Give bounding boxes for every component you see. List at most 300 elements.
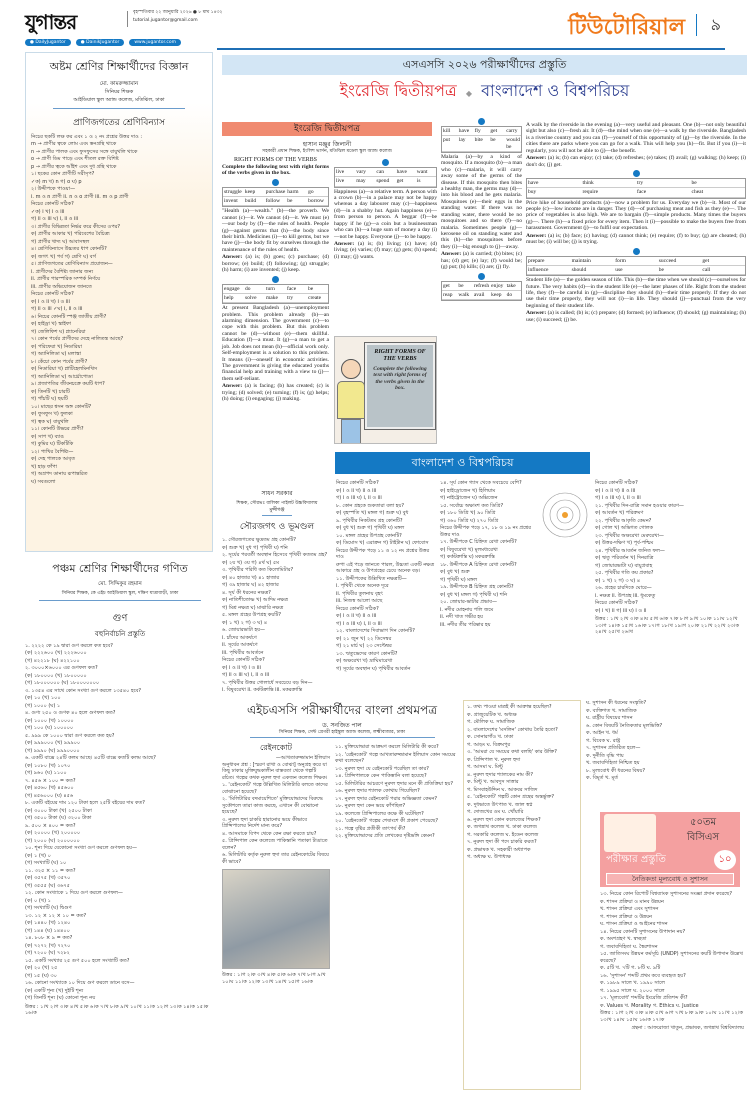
number-badge (633, 248, 640, 255)
verb-cell: spend (375, 177, 395, 186)
verb-cell: enjoy (490, 282, 505, 291)
verb-cell: refresh (473, 282, 490, 291)
masthead (25, 8, 725, 48)
question-line: ৯. পৃথিবীর নিকটতম গ্রহ কোনটি? (336, 517, 403, 524)
question-line: গ. বিবেক ঘ. রাষ্ট্র (586, 737, 621, 744)
verb-cell: be (691, 179, 746, 188)
question-line: নিচের কোনটি সঠিক? (31, 201, 74, 208)
question-line: ক. প্রিন্সিপাল খ. নুরুল হুদা (467, 756, 521, 763)
credit-line: গ্রন্থনা : আফরোজা খাতুন, প্রভাষক, জগন্নাথ বিশ্ববিদ্যালয় (631, 1025, 744, 1031)
author-name: ড. সনজিত পাল (322, 722, 362, 729)
question-line: ৫. প্রিন্সিপাল কেন কলেজে পাকিস্তানি পতাকা টাঙাতে বলেন? (222, 838, 328, 851)
answer-label: Answer: (222, 383, 243, 390)
passage: "Health (a)—wealth." (b)—the proverb. We cannot (c)—it. We cannot (d)—it. We must (e)—our body by (f)—the rules of health. People (g)—against germs that (h)—the body since their birth. Medicines (i)—to kill germs, but we have (j)—the body fit by ourselves through the maintenance of the rules of health. (222, 208, 329, 253)
question-line: ২. 'মিলিটারির বদমায়েশিতে' মুক্তিযোদ্ধাদের বিরুদ্ধে সুকৌশলে তারা কাজ করছে, এখানে কী বোঝানো হয়েছে? (222, 796, 323, 815)
question-line: ক) ঋতু পরিবর্তন খ) দিনরাত্রি (595, 555, 654, 561)
question-line: ৬। নিচের কোনটি স্পঞ্জ জাতীয় প্রাণী? (31, 313, 107, 320)
question-line: ক. মিন্টু খ. আবদুস সাত্তার (467, 779, 519, 785)
verb-cell: face (636, 188, 691, 197)
question-line: ক) বুধ খ) শুক্র গ) পৃথিবী ঘ) মঙ্গল (336, 525, 405, 531)
question-line: (ক) ৪৫৬০ (খ) ৪৫৬০০ (25, 785, 74, 792)
answer: (a) is; (b) living; (c) have; (d) living; (e) varies; (f) may; (g) gets; (h) spend; (i) may; (j) wants. (334, 241, 437, 260)
question-line: গ) অ্যানিলিডা ঘ) মলাস্কা (31, 351, 81, 358)
verb-cell: create (307, 294, 328, 303)
verb-cell: think (582, 179, 637, 188)
question-line: (ক) ২০০০০ (খ) ২০০০০০ (25, 830, 81, 837)
english-col-3 (441, 116, 522, 302)
english-author: হাসান মঞ্জুর জিলানী (302, 141, 352, 148)
verb-cell: reap (442, 291, 457, 300)
question-line: ৬. কোন বিষয়টি নৈতিকতার মূলভিত্তি? (586, 722, 663, 729)
question-line: ক) শুক্র খ) বুধ গ) পৃথিবী ঘ) শনি (222, 544, 288, 551)
question-line: iii. পৃথিবীর আবর্তনে (222, 649, 264, 656)
verb-cell: have (458, 127, 474, 136)
question-line: ৯. ৫০০ × ৪০০ = কত? (25, 822, 76, 829)
bgs-col-4 (595, 480, 745, 636)
verb-cell: put (442, 136, 458, 152)
verb-cell: do (506, 291, 521, 300)
verb-cell: be (489, 136, 505, 152)
verb-cell: face (286, 285, 307, 294)
question-line: গ) অ্যানিলিডা ঘ) আর্থ্রোপোডা (31, 373, 93, 380)
question-line: ৭। কোন পর্বের প্রাণীদের দেহে নালিতন্ত্র আছে? (31, 336, 124, 343)
science-title: অষ্টম শ্রেণির শিক্ষার্থীদের বিজ্ঞান (49, 60, 189, 73)
question-line: গ. শাসন প্রক্রিয়া ও উন্নয়ন (600, 913, 653, 920)
author-name: মো. সিদ্দিকুর রহমান (98, 580, 142, 587)
question-line: ক) অক্ষরেখা খ) দ্রাঘিমারেখা (336, 658, 393, 664)
verb-cell: form (614, 257, 658, 266)
verb-cell: try (636, 179, 691, 188)
question-line: ক) তিনটি খ) চারটি (31, 388, 70, 395)
question-line: ১৭. উদ্দীপকে C চিহ্নিত রেখা কোনটি? (440, 539, 517, 545)
question-line-list (25, 845, 215, 1002)
verb-cell: may (355, 177, 375, 186)
question-line: ১০। মাছের শ্বসন অঙ্গ কোনটি? (31, 403, 92, 410)
question-line: ক) ১ খ) ২ গ) ৩ ঘ) ৪ (222, 619, 268, 626)
question-line: গ) i ও iii ঘ) i, ii ও iii (595, 495, 641, 501)
passage: Student life (a)— the golden season of life. This (b)—the time when we should (c)—ourselves for future. The very habits (d)—in the student life (e)—the later phases of life. Right from the student life, they (f)—be careful in (g)—discipline they should (h)—their time properly. If they do not use their time properly, they will not (i)—in life. They should (j)—punctual from the very beginning of their student life. (526, 277, 746, 309)
question-line: ক) নিডারিয়া খ) প্লাটিহেলমিনথিস (31, 366, 98, 373)
verb-cell: make (265, 294, 286, 303)
question-line: গ) সূর্যের অবস্থান ঘ) পৃথিবীর আবর্তন (336, 665, 411, 672)
question-line: i. চাঁদের আকর্ষণে (222, 634, 257, 641)
question-line: খ) হাড় ফাঁপা (31, 463, 58, 470)
question-line: ক) ফুসফুস খ) ফুলকা (31, 411, 73, 418)
verb-cell: get (489, 127, 505, 136)
question-line: গ. জবাবদিহিতা ঘ. স্বৈরশাসন (600, 943, 658, 950)
question-line: ঘ. শাসন প্রক্রিয়া ও আইনের শাসন (600, 921, 668, 927)
question-line: ii. সূর্যের আকর্ষণে (222, 642, 258, 648)
question-line: ১৫. সর্বোচ্চ অক্ষাংশ কত ডিগ্রি? (440, 502, 504, 509)
verb-cell: harm (286, 188, 307, 197)
science-section (25, 52, 213, 552)
bcs-promo-box (600, 812, 740, 887)
question-line: ৪। শ্রেণিবিন্যাসে উচ্চতর ধাপ কোনটি? (31, 246, 107, 253)
question-line: (গ) ৪৫৬০০০ (ঘ) ৪৫৬ (25, 792, 74, 799)
question-line: ২০. জোয়ার-ভাটার প্রভাব— (440, 599, 497, 605)
question-line: i. পৃথিবী থেকে অনেক দূরে (336, 583, 389, 589)
question-line: ক) বুধ খ) মঙ্গল গ) পৃথিবী ঘ) শনি (440, 591, 508, 598)
question-line: ক) i ও ii খ) i ও iii (222, 664, 261, 671)
verb-cell: require (582, 188, 637, 197)
question-line: ৭. নুরুল হুদা কী পদে চাকরি করত? (467, 839, 537, 845)
verb-cell: do (244, 285, 265, 294)
question-line: ১৭. নুরুল হুদার রেইনকোট পরার অভিজ্ঞতা কেমন? (335, 795, 437, 802)
story-writer: —আখতারুজ্জামান ইলিয়াস (275, 755, 330, 761)
ssc-subject-titles (222, 78, 747, 105)
question-line: ক) নাতিশীতোষ্ণ খ) আদিম নক্ষত্র (222, 597, 288, 603)
verb-cell: go (307, 188, 328, 197)
question-line: ১৪. প্রিন্সিপালকে কেন পাকিস্তানি বলা হয়েছে? (335, 773, 427, 779)
question-line-list (336, 480, 436, 673)
question-line: গ) i ও iii ঘ) i, ii ও iii (336, 495, 382, 501)
question-line: খ. জবাবদিহিতা নিশ্চিত হয় (586, 760, 640, 766)
question-line: ১. সৌরজগতের ক্ষুদ্রতম গ্রহ কোনটি? (222, 537, 297, 543)
question-line: i. প্রাণীদের বৈশিষ্ট্য জানার জন্য (31, 268, 94, 275)
question-line: ঘ. সুশাসন কী ধরনের সংস্কৃতি? (586, 700, 647, 706)
verb-cell: be (658, 266, 702, 275)
verb-cell: can (375, 168, 395, 177)
question-line: (গ) ৩৫৫৫ (ঘ) ৩৬৭৫ (25, 882, 70, 889)
question-line: ক) গোল খ) অভিগত গোলক (595, 525, 654, 531)
hsc-title: এইচএসসি পরীক্ষার্থীদের বাংলা প্রথমপত্র (246, 703, 438, 717)
question-line: ক) জগৎ খ) পর্ব গ) শ্রেণি ঘ) বর্গ (31, 253, 96, 260)
answer: (a) is called; (b) is; (c) prepare; (d) formed; (e) influence; (f) should; (g) maintaining; (h) use; (i) succeed; (j) be. (526, 310, 746, 323)
verb-cell: should (571, 266, 615, 275)
verb-cell: solve (244, 294, 265, 303)
ssc-banner: এসএসসি ২০২৬ পরীক্ষার্থীদের প্রস্তুতি (222, 55, 747, 75)
teacher-cartoon (334, 336, 437, 444)
verb-cell: kill (442, 127, 458, 136)
answer: (a) is; (b) can enjoy; (c) take; (d) refreshes; (e) takes; (f) avail; (g) walking; (h) keep; (i) don't do; (j) get. (526, 155, 746, 168)
question-line: (গ) ১৫ (ঘ) ৩০ (25, 972, 57, 979)
question-line: ১১. মুক্তিযোদ্ধারা আক্রমণ করলে মিলিটারি কী করে? (335, 744, 439, 750)
question-line: (ক) ১৮০০০০ (খ) ১৮০০০০০ (25, 672, 87, 679)
question-line: ১৫. জাতিসংঘ উন্নয়ন কর্মসূচি (UNDP) সুশাসনের কয়টি উপাদান উল্লেখ করেছে? (600, 951, 743, 964)
question-line-list (463, 700, 581, 1090)
question-line: ঘ) সবগুলো (31, 478, 56, 485)
question-line: ২। উদ্দীপকে পাওয়া— (31, 186, 76, 193)
question-line: ক) ২১ জুন খ) ২২ ডিসেম্বর (336, 635, 392, 642)
verb-cell-list (441, 281, 522, 302)
verb-cell: vary (355, 168, 375, 177)
question-line: নিচের কোনটি সঠিক? (595, 480, 638, 486)
question-line: (ক) ৩০০০ টাকা (খ) ২৫০০ টাকা (25, 807, 92, 814)
verb-cell: try (286, 294, 307, 303)
question-line: ৬. একটি বাক্সে ২৪টি কলম আছে। ৪৫টি বাক্সে কতটি কলম আছে? (25, 755, 156, 762)
verb-cell: call (701, 266, 745, 275)
question-line: গ) ii ও iii ✓ঘ) i, ii ও iii (31, 306, 83, 313)
facebook-link[interactable]: ● DailyJugantor (25, 39, 71, 46)
question-line: ১. তথ্য পাওয়া মাত্রই কী আক্রান্ত হয়েছিল? (467, 704, 552, 710)
diamond-separator-icon: ◆ (465, 89, 473, 98)
social-handle: DainikJugantor (86, 40, 120, 45)
question-line: গ) i ও iii ঘ) i, ii ও iii (336, 620, 382, 627)
question-line: ক) ১৮০ ডিগ্রি খ) ৯০ ডিগ্রি (440, 510, 496, 516)
question-line: ৭. পৃথিবীর উত্তর গোলার্ধে সবচেয়ে বড় দিন— (222, 679, 313, 686)
question-line: ৪. আসমাকে বিপদ থেকে কেন রক্ষা করতে চায়? (222, 830, 317, 837)
question-line: (গ) ১৮০০০০০০ (ঘ) ১৮০০০০০০০ (25, 680, 100, 687)
question-line: ২১. গল্পে বৃষ্টির প্রতীকী তাৎপর্য কী? (335, 825, 406, 832)
question-line: (গ) তিনটি শূন্য (ঘ) কোনো শূন্য নয় (25, 995, 96, 1002)
question-line: ১. ২২২২ কে ১৯ দ্বারা গুণ করলে কত হবে? (25, 642, 113, 649)
verb-cell: prepare (527, 257, 571, 266)
verb-cell: cheat (691, 188, 746, 197)
question-line: ১৩. নিচের কোন রিপোর্ট বিশ্বব্যাংক সুশাসনের সংজ্ঞা প্রদান করেছে? (600, 891, 732, 897)
number-badge (382, 159, 389, 166)
question-line: গ) কর্কটক্রান্তি ঘ) মকরক্রান্তি (440, 554, 495, 560)
question-line: ২৪. পৃথিবীর আবর্তন জনিত ফল— (595, 547, 665, 554)
question-line: ১০. মঙ্গল গ্রহের উপগ্রহ কোনটি? (336, 532, 402, 539)
hsc-answer: উত্তর : ১।গ ২।ক ৩।খ ৪।ক ৫।ক ৬।ক ৭।খ ৮।গ ৯।খ ১০।ঘ ১১।ক ১২।ক ১৩।খ ১৪।খ ১৫।গ ১৬।ক (222, 972, 326, 985)
question-line: ৯। প্রজাপতির জীবনচক্রে কয়টি ধাপ? (31, 381, 105, 388)
question-line: ৭. সুশাসন প্রতিষ্ঠিত হলে— (586, 745, 641, 751)
question-line: গ) জোয়ারভাটা ঘ) বায়ুপ্রবাহ (595, 562, 653, 569)
question-line: ক) ৪০ হাজার খ) ৪১ হাজার (222, 574, 280, 581)
passage: Price hike of household products (a)—now a problem for us. Everyday we (b)—it. Most of our people (c)—low income are in danger. They (d)—of purchasing meat and fish as they (e)—. The price of vegetables is also high. We are to bargain (f)—simple products. Many times the buyers (g)—. There (h)—a fixed price for every item. Then it (i)—possible to make the buyers free from harassment. Government (j)—to fulfil our expectation. (526, 199, 746, 232)
question-line: ১২. কোন সংখ্যাকে ১ দিয়ে গুণ করলে গুণফল— (25, 890, 123, 897)
question-line: ক) প্রাণীর আকার খ) পরিবেশের বৈচিত্র্য (31, 231, 110, 238)
question-line: গ) অগ্রপদ ডানায় রূপান্তরিত (31, 471, 88, 478)
question-line: খ. শাসন প্রক্রিয়া এবং সুশাসন (600, 906, 659, 912)
question-line: নিচের কোনটি সঠিক? (31, 291, 74, 298)
question-line: (গ) ৩৫০০ টাকা (ঘ) ৩২০০ টাকা (25, 815, 92, 822)
question-line: ২০. 'রেইনকোট' গল্পের শেষাংশে কী প্রকাশ পেয়েছে? (335, 818, 438, 824)
question-line: ২৫. পৃথিবীর গতি কয় প্রকার? (595, 570, 654, 576)
question-line: ক. সোনারগাঁও খ. ঢাকা (467, 734, 514, 740)
question-line: ✓ক) m খ) n গ) o ঘ) p (31, 178, 82, 185)
exercise-topic: RIGHT FORMS OF THE VERBS (233, 157, 318, 163)
question-line: ১১. ৩২৫ × ১১ = কত? (25, 867, 76, 874)
question-line: (ক) ৭২৭২ (খ) ৭২৭০ (25, 942, 71, 949)
verb-cell-list (526, 178, 746, 199)
question-line: ২. ৩০০০×৬০০০ এর গুণফল কত? (25, 665, 98, 672)
question-line-list (31, 134, 207, 486)
bgs-topic: সৌরজগৎ ও ভূমণ্ডল (239, 522, 315, 532)
question-line: (ক) একটি শূন্য (খ) দুইটি শূন্য (25, 987, 84, 994)
verb-cell-list (334, 167, 437, 188)
question-line: ২৬. গ্রহের চারদিকে ঘোরে— (595, 585, 652, 591)
verb-cell: struggle (223, 188, 244, 197)
question-line: ক. ১৯৮৯ সালে খ. ১৯৯০ সালে (600, 980, 665, 986)
question-line: ২২. পৃথিবীর আকৃতি কেমন? (595, 517, 652, 524)
exercise-instruction: Complete the following text with right forms of the verbs given in the box. (222, 163, 329, 177)
question-line: ৫. ৯৯৯ কে ১০০০ দ্বারা গুণ করলে কত হয়? (25, 732, 115, 739)
question-line: নিচের উদ্দীপক পড়ে ১১ ও ১২ নং প্রশ্নের উত্তর দাও (336, 547, 430, 560)
question-line: ১৩. ঋতুভেদের কারণ কোনটি? (336, 650, 398, 657)
question-line: গ. আসমা ঘ. মিন্টু (467, 764, 503, 770)
question-line: ৮. একটি বইয়ের দাম ১২০ টাকা হলে ২৫টি বইয়ের দাম কত? (25, 800, 145, 807)
question-line: গ. সরকারি কলেজ ঘ. ইডেন কলেজ (467, 831, 539, 838)
question-line: ✓ক) i খ) i ও iii (31, 208, 65, 215)
question-line-list (595, 480, 745, 614)
question-line: ৩. ১৩৫৪ এর সাথে কোন সংখ্যা গুণ করলে ১৩৫৪০ হবে? (25, 687, 142, 694)
section-title: টিউটোরিয়াল (568, 15, 685, 40)
bcs-name: বিসিএস (686, 832, 720, 843)
question-line: ১৯. কলেজে প্রিন্সিপালের কক্ষে কী ঘটেছিল? (335, 810, 424, 817)
question-line: ii. নদী খাত গভীর হয় (440, 614, 484, 620)
answer-label: Answer: (526, 232, 547, 239)
bgs-title: বাংলাদেশ ও বিশ্বপরিচয় (481, 81, 630, 100)
question-line: ক) হাইড্রোজেন খ) হিলিয়াম (440, 487, 496, 494)
question-line: ১। ছকের কোন প্রাণীটি সরীসৃপ? (31, 171, 95, 178)
question-line: ক. Values খ. Morality গ. Ethics ঘ. Justice (600, 1002, 699, 1009)
verb-cell: turn (265, 285, 286, 294)
question-line: ১৮. উদ্দীপকে A চিহ্নিত রেখা কোনটি? (440, 561, 517, 568)
verb-cell: live (335, 177, 355, 186)
page-number: ৯ (710, 15, 721, 34)
answer-label: Answer: (526, 310, 547, 317)
verb-cell: carry (505, 127, 521, 136)
question-line: গ) ত্বক ঘ) বায়ুথলি (31, 418, 69, 425)
question-line: ক) বুধ খ) শুক্র (440, 569, 470, 575)
author-designation: সিনিয়র শিক্ষক, সেন্ট গ্রেগরী হাইস্কুল অ্যান্ড কলেজ, লক্ষ্মীবাজার, ঢাকা (278, 730, 406, 735)
question-line: ১৪. সূর্য কোন গ্যাস থেকে সবচেয়ে বেশি? (440, 480, 522, 486)
question-line-list (335, 744, 457, 841)
facebook-page-link[interactable]: ● DainikJugantor (76, 39, 125, 46)
author-designation: সিনিয়র শিক্ষক, কে এইচ আইডিয়াল স্কুল, দক্ষিণ যাত্রাবাড়ী, ঢাকা (61, 590, 179, 596)
verb-cell-list (222, 187, 329, 208)
english-col-1 (222, 157, 329, 404)
question-line: ১৯. উদ্দীপকে B চিহ্নিত গ্রহ কোনটি? (440, 584, 514, 590)
verb-cell: bite (474, 136, 490, 152)
question-line-list (586, 700, 744, 783)
verb-cell: use (614, 266, 658, 275)
question-line: (গ) ২০০০ (ঘ) ২০০০০০০ (25, 837, 80, 844)
verb-cell: keep (244, 188, 265, 197)
question-line: ১৩. নুরুল হুদা যে রেইনকোট পরেছিল তা কার? (335, 765, 429, 772)
verb-cell-list (441, 126, 522, 153)
verb-cell: walk (457, 291, 472, 300)
verb-cell: have (527, 179, 582, 188)
english-heading: ইংরেজি দ্বিতীয়পত্র (222, 122, 432, 136)
question-line: গ) পাঁচটি ঘ) ছয়টি (31, 396, 68, 403)
author-school: আইডিয়াল স্কুল অ্যান্ড কলেজ, মতিঝিল, ঢাকা (73, 96, 165, 103)
author-designation: সিনিয়র শিক্ষক (104, 88, 134, 95)
bcs-questions (600, 891, 744, 1032)
question-line: (গ) সংখ্যাটি (ঘ) দ্বিগুণ (25, 905, 72, 912)
social-links (25, 39, 181, 46)
question-line: ক) ১ খ) ২ গ) ৩ ঘ) ৪ (595, 577, 641, 584)
question-line: ৮। কেঁচো কোন পর্বের প্রাণী? (31, 358, 88, 365)
passage: Happiness (a)—a relative term. A person with a crown (b)—in a palace may not be happy whereas a day labourer may (c)—happiness (d)—in a shabby hut. Again happiness (e)—from person to person. A beggar (f)—be happy if he (g)—a coin but a businessman who can (h)—a huge sum of money a day (i)—not be happy. Everyone (j)—to be happy. (334, 188, 437, 240)
verb-cell: avail (473, 291, 490, 300)
number-badge (272, 276, 279, 283)
student-writing-illustration (604, 814, 656, 852)
solar-system-diagram (540, 480, 590, 550)
question-line: ১৮. নুরুল হুদা কেন ভয়ে কাঁপছিল? (335, 803, 406, 809)
question-line: নিচের কোনটি সঠিক? (336, 480, 379, 486)
question-line: গ) পৃথিবী ঘ) মঙ্গল (440, 576, 478, 583)
question-line: ১৫. একটি সংখ্যার ২৫ গুণ ৫০০ হলে সংখ্যাটি কত? (25, 957, 130, 964)
question-line: গ) ৩৯ হাজার ঘ) ৪২ হাজার (222, 582, 279, 588)
question-line: ক) i ও ii খ) i ও iii (31, 298, 70, 305)
newspaper-logo: যুগান্তর (25, 10, 77, 34)
question-line: o → প্রাণী ডিম পাড়ে এবং শীতল রক্ত বিশিষ্ট (31, 156, 119, 163)
verb-cell: maintain (571, 257, 615, 266)
question-line: ১২। পাখির বৈশিষ্ট্য— (31, 448, 74, 455)
english-col-2 (334, 157, 437, 261)
question-line: ক) সাপ খ) ব্যাঙ (31, 433, 64, 440)
verb-cell: keep (490, 291, 505, 300)
question-line: ক. প্রভাষক খ. সহকারী অধ্যাপক (467, 846, 531, 853)
question-line: ক) হাইড্রা খ) স্কাইফা (31, 321, 72, 328)
question-line: ঘ. রাষ্ট্রীয় বিষয়ের শাসন (586, 715, 633, 721)
question-line: ৮. কোন গ্রহকে শুকতারা বলা হয়? (336, 502, 405, 509)
question-line: ১৬. নুরুল হুদার শ্যালক কোথায় গিয়েছিল? (335, 788, 420, 794)
question-line: ২৩. পৃথিবীর অক্ষরেখা মেরুরেখা— (595, 532, 664, 539)
question-line: ক. দুর্নীতি বৃদ্ধি পায় (586, 752, 624, 759)
verb-cell: take (506, 282, 521, 291)
number-badge (272, 179, 279, 186)
question-line: ক) উত্তর-দক্ষিণ খ) পূর্ব-পশ্চিম (595, 540, 654, 546)
question-line: গ) ii ও iii ঘ) i, ii ও iii (222, 672, 270, 678)
verb-cell: want (416, 168, 436, 177)
question-line: ১১. উদ্দীপকের উল্লিখিত নক্ষত্রটি— (336, 575, 407, 582)
question-line: (ক) ১০৮০ (খ) ১০৭০ (25, 762, 71, 769)
question-line: ২. সূর্যের পরবর্তী অবস্থান হিসেবে পৃথিবী কততম গ্রহ? (222, 552, 328, 558)
question-line: ৩. নুরুল হুদা চাকরি হারানোর ভয়ে কীভাবে প্রিন্সিপালের নির্দেশ মান্য করে? (222, 816, 308, 829)
question-line: ক) i খ) ii গ) iii ঘ) i ও ii (595, 607, 647, 614)
question-line: ক) i ও ii খ) ii ও iii (336, 613, 377, 619)
english-col-4 (526, 122, 746, 324)
question-line: ক) i ও ii খ) ii ও iii (595, 487, 636, 494)
question-line: (গ) ১০০ (ঘ) ১০০০০০ (25, 725, 74, 732)
question-line: ক) ২য় খ) ৩য় গ) ৪র্থ ঘ) ৫ম (222, 559, 279, 566)
question-line: (ক) ১০ (খ) ১০০ (25, 695, 61, 702)
question-line: ক. ব্যক্তিগত খ. সামাজিক (586, 707, 637, 714)
teacher-figure (341, 359, 361, 379)
verb-cell: be (307, 285, 328, 294)
answer-label: Answer: (441, 251, 462, 258)
question-line: গ) ২১ মার্চ ঘ) ২৩ সেপ্টেম্বর (336, 643, 392, 649)
question-line: ২. বাংলাদেশের 'মসলিন' কোথায় তৈরি হতো? (467, 726, 558, 733)
question-line: (ক) ৯৯৯০০০ (খ) ৯৯৯০০ (25, 740, 81, 747)
verb-cell: have (396, 168, 416, 177)
question-line: নিচের কোনটি সঠিক? (595, 600, 638, 606)
question-line: ক. জগন্নাথ কলেজ খ. ঢাকা কলেজ (467, 824, 537, 830)
question-line: ক. বিমূর্ত খ. মূর্ত (586, 775, 618, 781)
question-line: (গ) ৪২২১৮ (ঘ) ৪২২১০০ (25, 657, 80, 664)
verb-cell: invent (223, 197, 244, 206)
passage: A walk by the riverside in the evening (a)—very useful and pleasant. One (b)—not only beautiful sight but also (c)—fresh air. It (d)—the mind when one (e)—a walk by the riverside. Bangladesh is a riverine country and you can (f)—yourself of this opportunity of (g)—by the riverside. In the cities there are parks where you can go for a walk. This will help you (h)—fit. But if you (i)—it regularly, you will not be able to (j)—the benefit. (526, 122, 746, 154)
verb-cell: follow (265, 197, 287, 206)
author-place: মুন্সীগঞ্জ (262, 507, 292, 516)
answer-label: Answer: (222, 254, 243, 261)
answer: (a) is carried; (b) bites; (c) has; (d) get; (e) lay; (f) would be; (g) put; (h) kills; (i) are; (j) fly. (441, 251, 522, 271)
question-line: (গ) ১০০০ (ঘ) ১ (25, 702, 61, 709)
question-line: ৩. পৃথিবীর পরিধি কত কিলোমিটার? (222, 567, 294, 573)
verb-cell: live (335, 168, 355, 177)
issue-date: বৃহস্পতিবার ২২ জানুয়ারি ২০২৬ ● ৮ মাঘ ১৪৩২ (133, 10, 223, 15)
contact-email: tutorial.jugantor@gmail.com (133, 18, 198, 23)
question-line: ৭. ৪৫৬ × ১০০ = কত? (25, 777, 76, 784)
author-designation: শিক্ষক, সৌরভঃ বালিকা পাইলট উচ্চবিদ্যালয় (236, 501, 318, 506)
verb-cell-list (222, 284, 329, 305)
question-line: গ. ১৯৯৫ সালে ঘ. ২০০০ সালে (600, 987, 665, 994)
answer-key: উত্তর : ১।খ ২।গ ৩।ক ৪।খ ৫।ক ৬।ক ৭।খ ৮।ক ৯।খ ১০।খ ১১।ক ১২।গ ১৩।ক ১৪।ক ১৫।ক ১৬।ক (25, 1003, 209, 1017)
question-line: গ. মৌলিক ঘ. সামাজিক (467, 719, 515, 725)
website-link[interactable] (129, 39, 181, 46)
website-url: www.jugantor.com (134, 40, 176, 45)
question-line: গ. অধ্যক্ষ ঘ. উপাধ্যক্ষ (467, 854, 511, 860)
question-line: ৫. মঙ্গল গ্রহের উপগ্রহ কয়টি? (222, 612, 282, 618)
verb-cell: is (416, 177, 436, 186)
verb-cell: be (457, 282, 472, 291)
math-title: পঞ্চম শ্রেণির শিক্ষার্থীদের গণিত (52, 562, 188, 575)
verb-cell: purchase (265, 188, 287, 197)
question-line: গ) প্রাণীর খাদ্য ঘ) আবাসস্থল (31, 238, 90, 245)
